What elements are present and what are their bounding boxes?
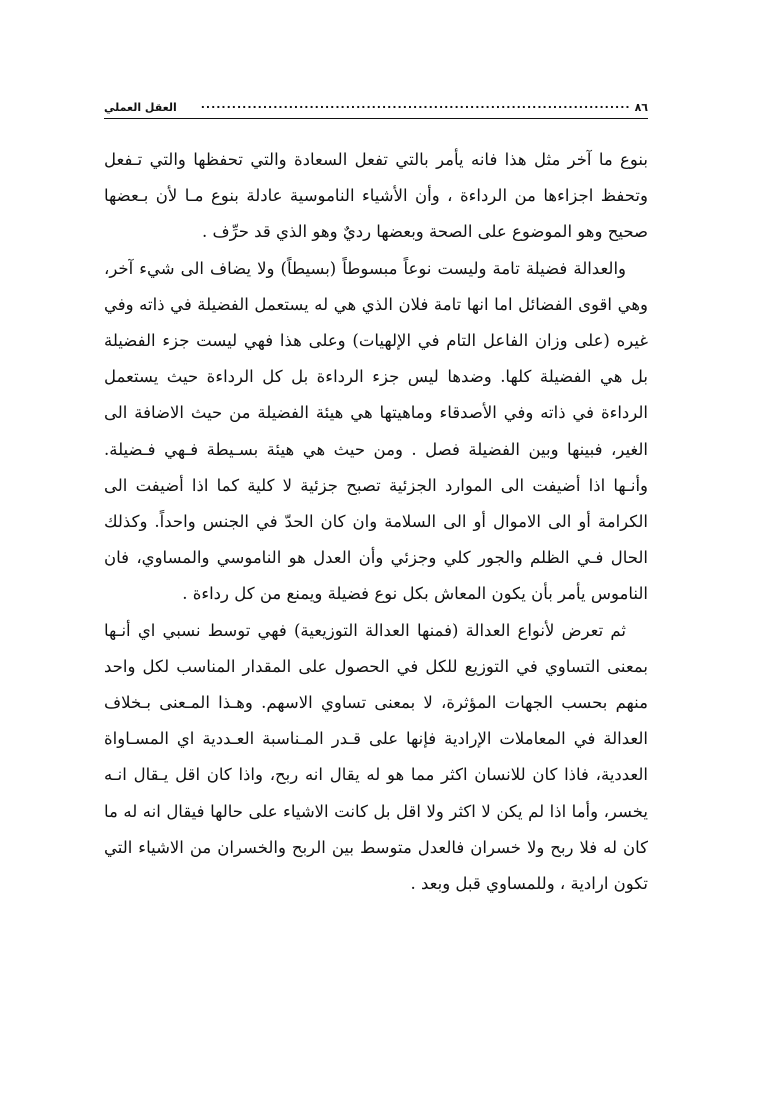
paragraph-2: والعدالة فضيلة تامة وليست نوعاً مبسوطاً (بسيطاً) ولا يضاف الى شيء آخر، وهي اقوى الفضائل اما انها تامة فلان الذي هي له يستعمل الفضيلة في ذاته وفي غيره (على وزان الفاعل التام في الإلهيات) وعلى هذا فهي ليست جزء الفضيلة بل هي الفضيلة كلها. وضدها ليس جزء الرداءة بل كل الرداءة حيث يستعمل الرداءة في ذاته وفي الأصدقاء وماهيتها هي هيئة الفضيلة من حيث الاضافة الى الغير، فبينها وبين الفضيلة فصل . ومن حيث هي هيئة بسـيطة فـهي فـضيلة. وأنـها اذا أضيفت الى الموارد الجزئية تصبح جزئية لا كلية كما اذا أضيفت الى الكرامة أو الى الاموال أو الى السلامة وان كان الحدّ في الجنس واحداً. وكذلك الحال فـي الظلم والجور كلي وجزئي وأن العدل هو الناموسي والمساوي، فان الناموس يأمر بأن يكون المعاش بكل نوع فضيلة ويمنع من كل رداءة . [104, 258, 648, 604]
running-header [104, 92, 648, 114]
paragraph-1: بنوع ما آخر مثل هذا فانه يأمر بالتي تفعل السعادة والتي تحفظها والتي تـفعل وتحفظ اجزاءها من الرداءة ، وأن الأشياء الناموسية عادلة بنوع مـا لأن بـعضها صحيح وهو الموضوع على الصحة وبعضها رديٌ وهو الذي قد حرِّف . [104, 150, 648, 242]
paragraph-3: ثم تعرض لأنواع العدالة (فمنها العدالة التوزيعية) فهي توسط نسبي اي أنـها بمعنى التساوي في التوزيع للكل في الحصول على المقدار المناسب لكل واحد منهم بحسب الجهات المؤثرة، لا بمعنى تساوي الاسهم. وهـذا المـعنى بـخلاف العدالة في المعاملات الإرادية فإنها على قـدر المـناسبة العـددية اي المسـاواة العددية، فاذا كان للانسان اكثر مما هو له يقال انه ربح، واذا كان اقل يـقال انـه يخسر، وأما اذا لم يكن لا اكثر ولا اقل بل كانت الاشياء على حالها فيقال انه له ما كان له فلا ربح ولا خسران فالعدل متوسط بين الربح والخسران من الاشياء التي تكون ارادية ، وللمساوي قبل وبعد . [104, 620, 648, 894]
page-body [104, 142, 648, 902]
page-number: ٨٦ [634, 101, 648, 114]
header-leader-dots: ................................................................................... [200, 98, 631, 111]
running-title: العقل العملي [104, 101, 177, 114]
header-rule [104, 118, 648, 119]
